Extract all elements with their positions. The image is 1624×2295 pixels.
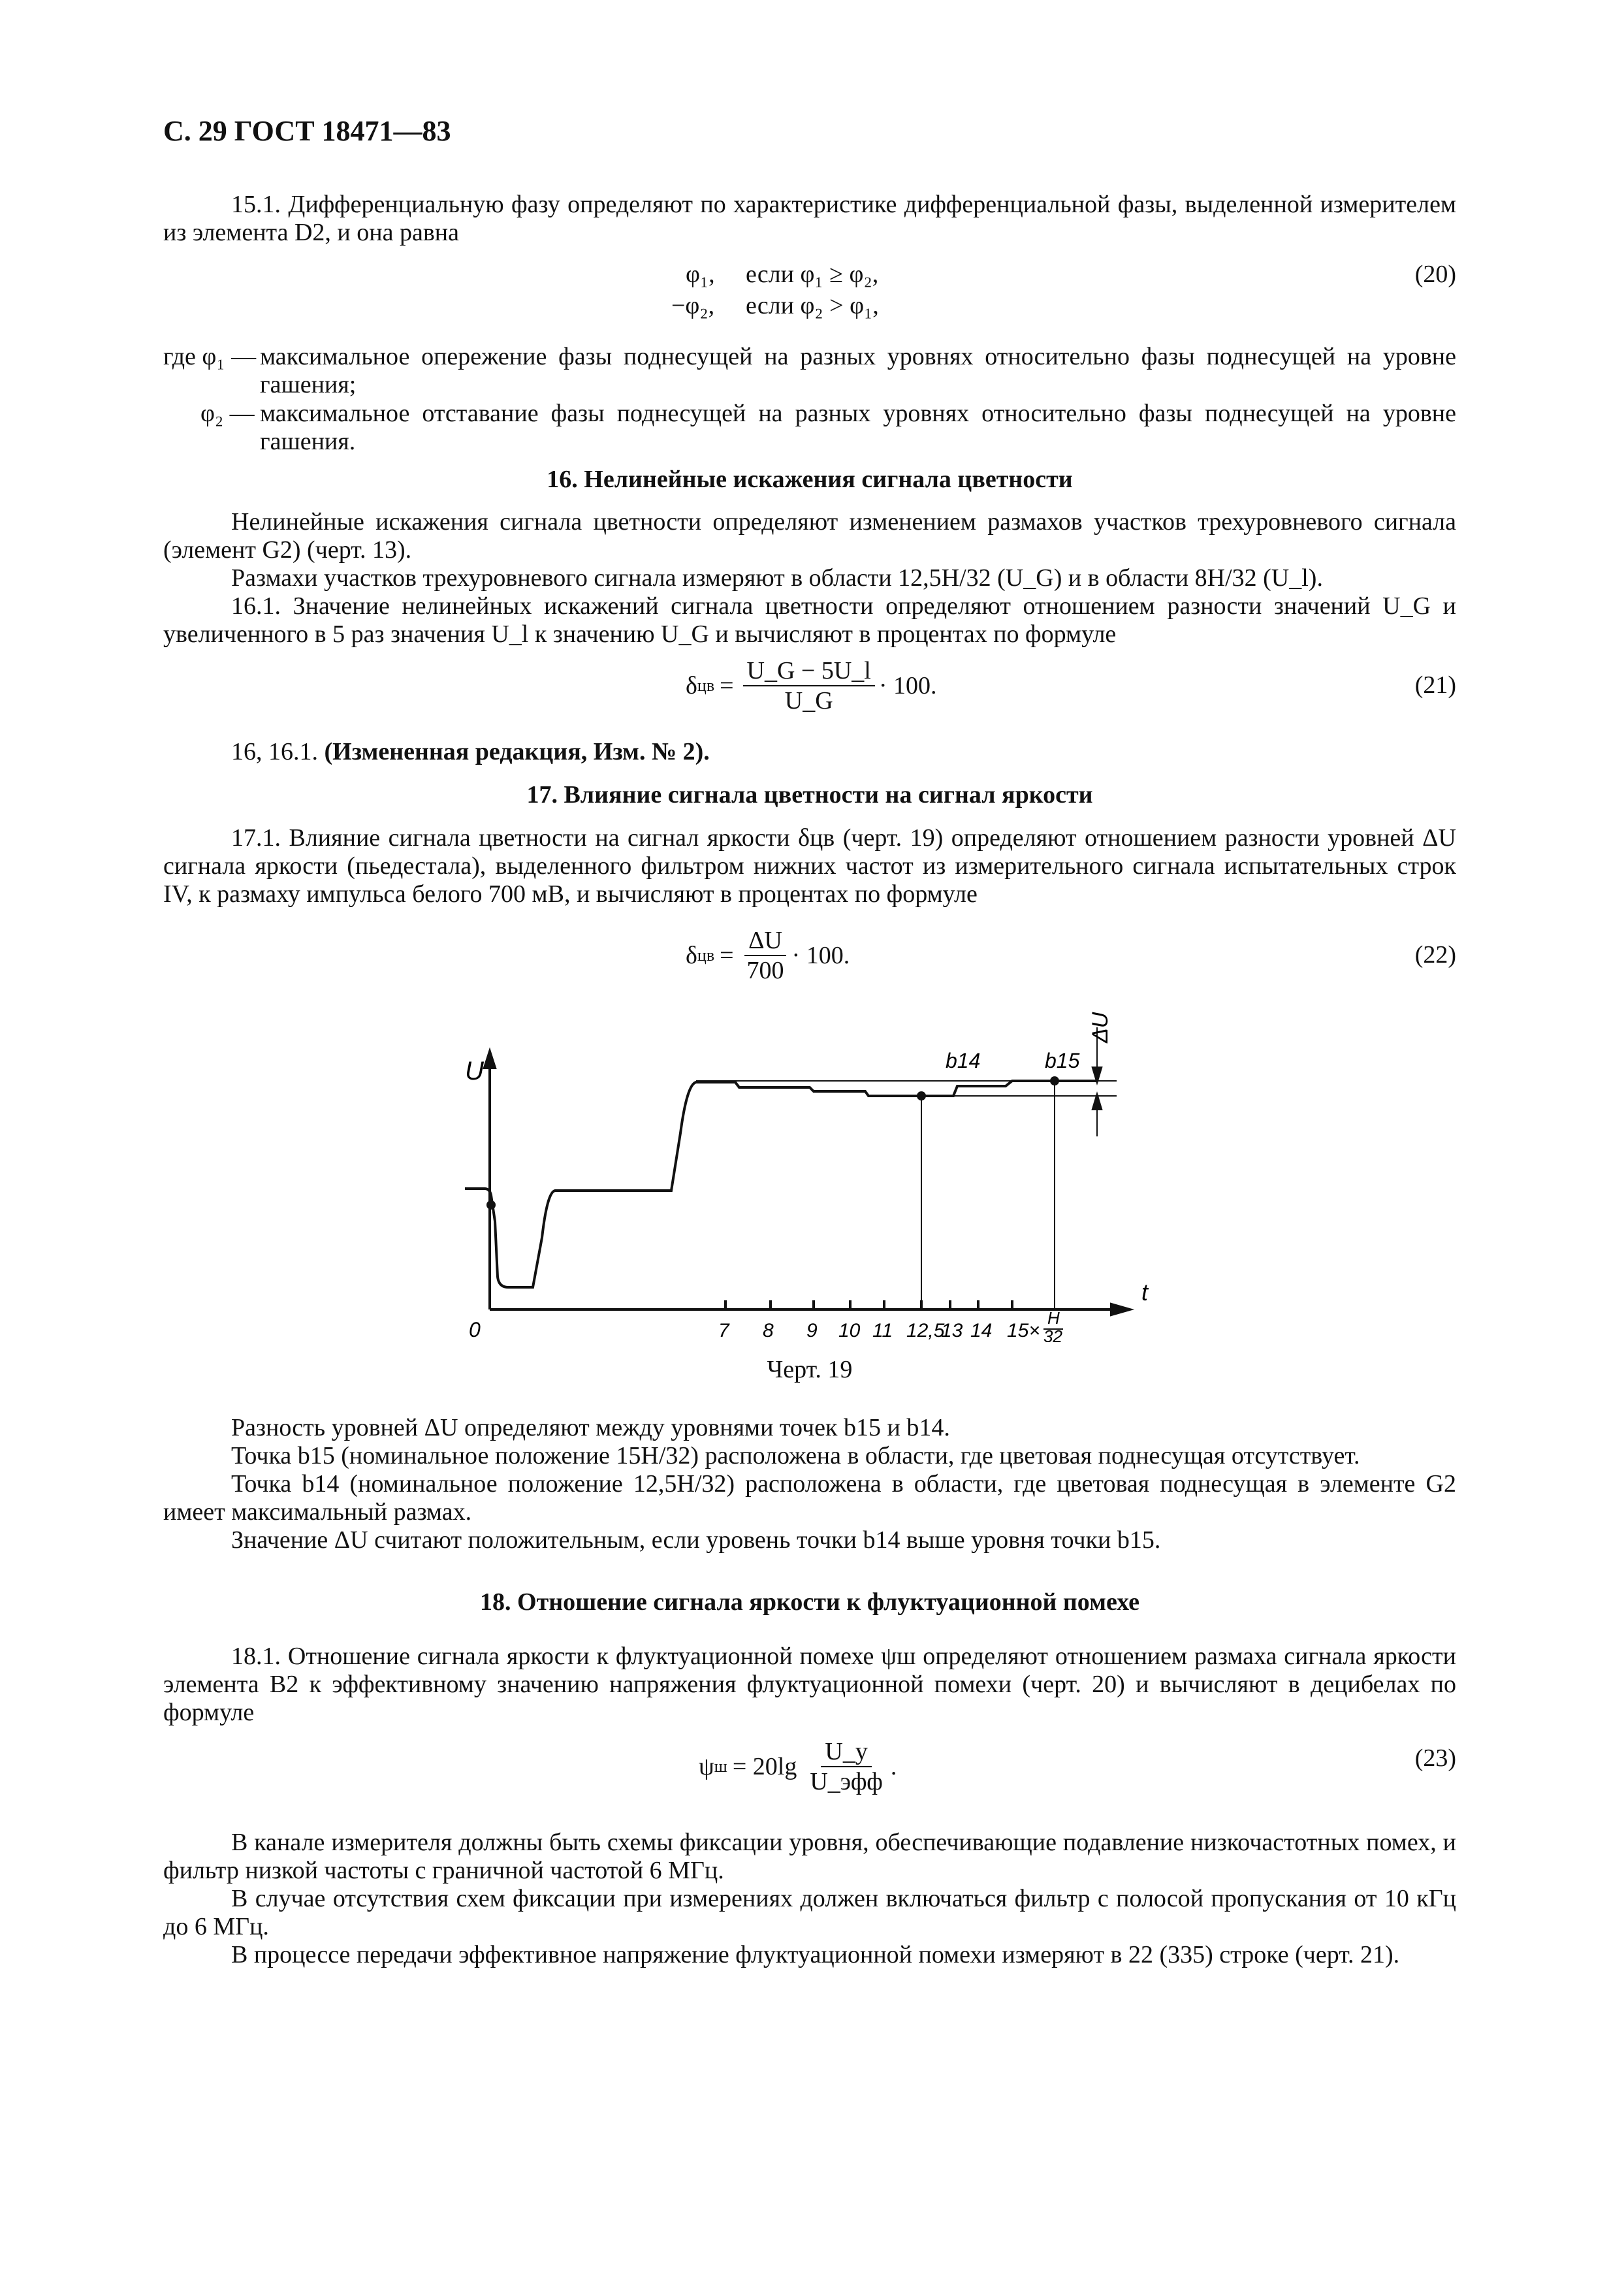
tick-label-13: 13 <box>941 1320 963 1341</box>
heading-16: 16. Нелинейные искажения сигнала цветности <box>547 466 1073 493</box>
edit-note-bold: (Измененная редакция, Изм. № 2). <box>324 738 710 765</box>
marker-left <box>486 1200 496 1210</box>
label-y-axis: U <box>465 1057 484 1085</box>
heading-18: 18. Отношение сигнала яркости к флуктуационной помехе <box>480 1588 1139 1616</box>
paragraph-17-1: 17.1. Влияние сигнала цветности на сигнал яркости δцв (черт. 19) определяют отношением разности уровней ΔU сигнала яркости (пьедестала), выделенного фильтром нижних частот из измерительного сигнала испытательных строк IV, к размаху импульса белого 700 мВ, и вычисляют в процентах по формуле <box>163 824 1456 908</box>
def-phi1-text: максимальное опережение фазы поднесущей на разных уровнях относительно фазы поднесущей на уровне гашения; <box>260 343 1456 398</box>
eq22-number: (22) <box>1414 941 1456 969</box>
section-16-body <box>163 508 1456 649</box>
tick-label-11: 11 <box>872 1320 893 1341</box>
eq23-lhs-sub: ш <box>714 1757 727 1776</box>
eq20-line2-b: если φ₂ > φ₁, <box>746 292 879 319</box>
eq22-fraction <box>743 926 788 985</box>
closing-paragraphs <box>163 1829 1456 1969</box>
heading-17: 17. Влияние сигнала цветности на сигнал яркости <box>526 781 1093 809</box>
paragraph-positive: Значение ΔU считают положительным, если уровень точки b14 выше уровня точки b15. <box>231 1526 1161 1554</box>
section-18-body <box>163 1643 1456 1727</box>
def-phi2-prefix: φ₂ — <box>200 400 255 427</box>
paragraph-measure-line: В процессе передачи эффективное напряжение флуктуационной помехи измеряют в 22 (335) строке (черт. 21). <box>231 1941 1400 1968</box>
def-phi1-prefix: где φ₁ — <box>163 343 257 370</box>
eq23-fraction <box>806 1737 887 1796</box>
eq22-tail: · 100. <box>791 942 850 969</box>
eq22-numerator: ΔU <box>744 926 786 956</box>
eq21-tail: · 100. <box>878 672 937 699</box>
paragraph-b15: Точка b15 (номинальное положение 15H/32) расположена в области, где цветовая поднесущая отсутствует. <box>231 1442 1360 1469</box>
eq22-denominator: 700 <box>746 957 784 984</box>
tick-label-h: H <box>1047 1308 1060 1328</box>
tick-label-32: 32 <box>1043 1326 1062 1342</box>
eq21-fraction <box>743 656 875 715</box>
signal-waveform <box>465 1081 1097 1287</box>
figure-caption: Черт. 19 <box>767 1356 853 1383</box>
eq20-line1-b: если φ₁ ≥ φ₂, <box>746 261 879 288</box>
eq20-number: (20) <box>1414 261 1456 288</box>
edit-note <box>163 738 1456 766</box>
def-phi2-text: максимальное отставание фазы поднесущей на разных уровнях относительно фазы поднесущей на уровне гашения. <box>260 400 1456 455</box>
section-15-1 <box>163 191 1456 247</box>
tick-label-8: 8 <box>763 1320 774 1341</box>
delta-u-arrowhead-top <box>1093 1068 1101 1081</box>
marker-b15 <box>1050 1076 1059 1085</box>
eq22-lhs: δ <box>686 942 697 969</box>
paragraph-16-b: Размахи участков трехуровневого сигнала измеряют в области 12,5H/32 (U_G) и в области 8H/32 (U_l). <box>231 564 1323 592</box>
y-axis-arrow <box>485 1051 495 1068</box>
equation-21: δ цв = $\frac{U\_G - 5U\_l}{U\_G}$ · 100. (21) <box>686 657 1456 714</box>
equation-23: ψ ш = 20lg $\frac{U\_у}{\text{U\_эфф}}$ . (23) <box>699 1738 1456 1795</box>
paragraph-filter-a: В канале измерителя должны быть схемы фиксации уровня, обеспечивающие подавление низкочастотных помех, и фильтр низкой частоты с граничной частотой 6 МГц. <box>163 1829 1456 1884</box>
tick-label-7: 7 <box>718 1320 729 1341</box>
paragraph-16-1: 16.1. Значение нелинейных искажений сигнала цветности определяют отношением разности значений U_G и увеличенного в 5 раз значения U_l к значению U_G и вычисляют в процентах по формуле <box>163 592 1456 648</box>
eq21-lhs-sub: цв <box>697 676 715 695</box>
marker-b14 <box>917 1091 926 1100</box>
eq21-numerator: U_G − 5U_l <box>743 656 875 686</box>
tick-label-10: 10 <box>838 1320 861 1341</box>
paragraph-filter-b: В случае отсутствия схем фиксации при измерениях должен включаться фильтр с полосой пропускания от 10 кГц до 6 МГц. <box>163 1885 1456 1940</box>
page-header: С. 29 ГОСТ 18471—83 <box>163 115 451 147</box>
figure-19-diagram <box>444 1003 1175 1342</box>
label-delta-u: ΔU <box>1088 1012 1113 1043</box>
paragraph-15-1: 15.1. Дифференциальную фазу определяют по характеристике дифференциальной фазы, выделенной измерителем из элемента D2, и она равна <box>163 191 1456 246</box>
eq21-number: (21) <box>1414 671 1456 699</box>
section-17-body <box>163 824 1456 908</box>
edit-note-line <box>163 738 1456 766</box>
eq21-lhs: δ <box>686 672 697 699</box>
axis-ticks <box>725 1300 1012 1309</box>
label-b15: b15 <box>1045 1049 1080 1072</box>
figure-19 <box>444 1003 1175 1342</box>
paragraph-16-a: Нелинейные искажения сигнала цветности определяют изменением размахов участков трехуровневого сигнала (элемент G2) (черт. 13). <box>163 508 1456 564</box>
eq20-line2-a: −φ₂, <box>671 292 715 319</box>
t-axis-arrow <box>1111 1304 1130 1315</box>
tick-label-12-5: 12,5 <box>906 1320 945 1341</box>
tick-label-15x: 15× <box>1007 1320 1040 1341</box>
edit-note-prefix: 16, 16.1. <box>231 738 318 765</box>
tick-labels <box>718 1308 1063 1342</box>
eq20-line1-a: φ₁, <box>686 261 715 288</box>
figure-explanation <box>163 1414 1456 1554</box>
paragraph-diff: Разность уровней ΔU определяют между уровнями точек b15 и b14. <box>231 1414 950 1441</box>
eq22-lhs-sub: цв <box>697 946 715 965</box>
equation-20 <box>163 260 1456 319</box>
eq23-denominator: U_эфф <box>810 1768 883 1795</box>
tick-label-14: 14 <box>970 1320 993 1341</box>
eq23-mid: = 20lg <box>732 1753 797 1780</box>
eq23-number: (23) <box>1414 1744 1456 1772</box>
eq21-denominator: U_G <box>784 687 833 714</box>
paragraph-b14: Точка b14 (номинальное положение 12,5H/32) расположена в области, где цветовая поднесущая в элементе G2 имеет максимальный размах. <box>163 1470 1456 1526</box>
eq23-lhs: ψ <box>699 1753 714 1780</box>
label-b14: b14 <box>946 1049 981 1072</box>
label-t-axis: t <box>1141 1279 1149 1306</box>
delta-u-arrowhead-bottom <box>1093 1096 1101 1109</box>
eq23-numerator: U_у <box>821 1737 871 1767</box>
equation-22: δ цв = $\frac{\Delta U}{700}$ · 100. (22) <box>686 927 1456 984</box>
tick-label-9: 9 <box>806 1320 818 1341</box>
label-origin: 0 <box>469 1318 481 1341</box>
paragraph-18-1: 18.1. Отношение сигнала яркости к флуктуационной помехе ψш определяют отношением размаха сигнала яркости элемента B2 к эффективному значению напряжения флуктуационной помехи (черт. 20) и вычисляют в децибелах по формуле <box>163 1643 1456 1726</box>
